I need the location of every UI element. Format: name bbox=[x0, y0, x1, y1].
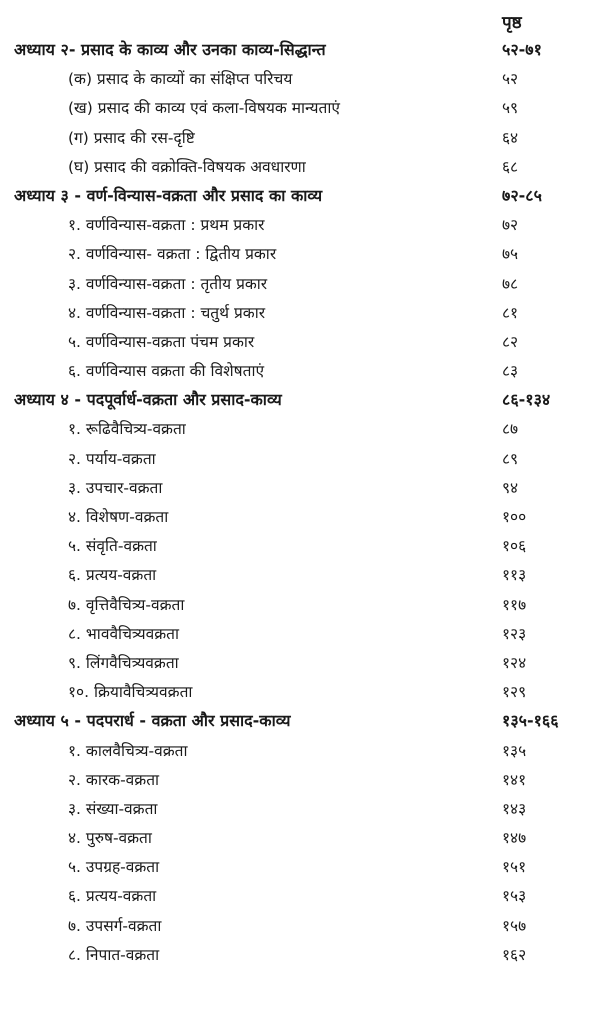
entry-page-number: १०० bbox=[502, 508, 527, 526]
toc-header bbox=[0, 4, 600, 38]
entry-page-number: १६२ bbox=[502, 945, 527, 964]
entry-page-number: ८३ bbox=[502, 362, 519, 381]
toc-entry-row bbox=[0, 413, 600, 442]
toc-entry-row bbox=[0, 764, 600, 793]
toc-entry-row bbox=[0, 939, 600, 968]
entry-title: ७. उपसर्ग-वक्रता bbox=[68, 916, 162, 935]
entry-title: ८. भाववैचित्र्यवक्रता bbox=[68, 624, 179, 643]
entry-page-number: १५३ bbox=[502, 887, 527, 906]
entry-page-number: ६४ bbox=[502, 128, 519, 147]
toc-entry-row bbox=[0, 530, 600, 559]
toc-entry-row bbox=[0, 822, 600, 851]
entry-title: ६. प्रत्यय-वक्रता bbox=[68, 887, 157, 906]
toc-entry-row bbox=[0, 297, 600, 326]
chapter-page-range: १३५-१६६ bbox=[502, 711, 559, 731]
toc-entry-row bbox=[0, 268, 600, 297]
entry-page-number: ११३ bbox=[502, 566, 527, 585]
entry-page-number: ८९ bbox=[502, 449, 519, 468]
entry-page-number: १४३ bbox=[502, 799, 527, 818]
entry-title: २. वर्णविन्यास- वक्रता : द्वितीय प्रकार bbox=[68, 245, 277, 264]
entry-title: ५. संवृति-वक्रता bbox=[68, 537, 157, 556]
chapter-title: अध्याय ४ - पदपूर्वार्ध-वक्रता और प्रसाद-काव्य bbox=[14, 390, 282, 410]
entry-page-number: ८२ bbox=[502, 332, 519, 351]
entry-title: १. वर्णविन्यास-वक्रता : प्रथम प्रकार bbox=[68, 216, 265, 235]
entry-page-number: १०६ bbox=[502, 537, 527, 556]
toc-entry-row bbox=[0, 618, 600, 647]
toc-entry-row bbox=[0, 238, 600, 267]
entry-page-number: ८१ bbox=[502, 303, 519, 322]
toc-entry-row bbox=[0, 122, 600, 151]
toc-entry-row bbox=[0, 326, 600, 355]
entry-page-number: ६८ bbox=[502, 157, 519, 176]
entry-page-number: ७८ bbox=[502, 274, 519, 293]
entry-title: ८. निपात-वक्रता bbox=[68, 945, 160, 964]
toc-entry-row bbox=[0, 880, 600, 909]
entry-title: ४. विशेषण-वक्रता bbox=[68, 508, 169, 526]
entry-page-number: १५१ bbox=[502, 858, 527, 877]
entry-title: (घ) प्रसाद की वक्रोक्ति-विषयक अवधारणा bbox=[68, 157, 306, 176]
toc-chapter-row bbox=[0, 180, 600, 209]
entry-title: ३. संख्या-वक्रता bbox=[68, 799, 158, 818]
entry-page-number: ५९ bbox=[502, 99, 519, 118]
entry-title: २. पर्याय-वक्रता bbox=[68, 449, 156, 468]
toc-chapter-row bbox=[0, 384, 600, 413]
entry-title: ४. पुरुष-वक्रता bbox=[68, 829, 152, 848]
toc-chapter-row bbox=[0, 34, 600, 63]
entry-title: (ग) प्रसाद की रस-दृष्टि bbox=[68, 128, 195, 147]
entry-title: ३. उपचार-वक्रता bbox=[68, 478, 163, 497]
entry-title: १०. क्रियावैचित्र्यवक्रता bbox=[68, 683, 193, 702]
entry-page-number: १३५ bbox=[502, 741, 527, 760]
entry-title: १. रूढिवैचित्र्य-वक्रता bbox=[68, 420, 186, 439]
entry-title: ७. वृत्तिवैचित्र्य-वक्रता bbox=[68, 595, 185, 614]
entry-page-number: ७२ bbox=[502, 216, 519, 235]
toc-entry-row bbox=[0, 92, 600, 121]
toc-entry-row bbox=[0, 443, 600, 472]
entry-title: ४. वर्णविन्यास-वक्रता : चतुर्थ प्रकार bbox=[68, 303, 266, 322]
chapter-title: अध्याय ५ - पदपरार्ध - वक्रता और प्रसाद-काव्य bbox=[14, 711, 291, 731]
entry-page-number: १४७ bbox=[502, 829, 527, 848]
toc-entry-row bbox=[0, 151, 600, 180]
entry-page-number: १५७ bbox=[502, 916, 527, 935]
chapter-page-range: ७२-८५ bbox=[502, 185, 542, 205]
entry-title: (क) प्रसाद के काव्यों का संक्षिप्त परिचय bbox=[68, 70, 293, 89]
entry-title: ३. वर्णविन्यास-वक्रता : तृतीय प्रकार bbox=[68, 274, 268, 293]
page-column-label: पृष्ठ bbox=[502, 13, 522, 33]
toc-entry-row bbox=[0, 647, 600, 676]
entry-page-number: १२९ bbox=[502, 683, 527, 702]
entry-page-number: ८७ bbox=[502, 420, 519, 439]
entry-title: (ख) प्रसाद की काव्य एवं कला-विषयक मान्यताएं bbox=[68, 99, 340, 118]
entry-page-number: ११७ bbox=[502, 595, 527, 614]
entry-page-number: ७५ bbox=[502, 245, 519, 264]
entry-page-number: ९४ bbox=[502, 478, 519, 497]
toc-entry-row bbox=[0, 209, 600, 238]
toc-entry-row bbox=[0, 910, 600, 939]
entry-title: १. कालवैचित्र्य-वक्रता bbox=[68, 741, 188, 760]
entry-title: २. कारक-वक्रता bbox=[68, 770, 160, 789]
toc-entry-row bbox=[0, 501, 600, 530]
entry-page-number: १२४ bbox=[502, 653, 527, 672]
chapter-page-range: ८६-१३४ bbox=[502, 390, 551, 410]
chapter-page-range: ५२-७१ bbox=[502, 40, 542, 59]
toc-entry-row bbox=[0, 851, 600, 880]
table-of-contents bbox=[0, 34, 600, 968]
entry-page-number: १४१ bbox=[502, 770, 527, 789]
chapter-title: अध्याय २- प्रसाद के काव्य और उनका काव्य-सिद्धान्त bbox=[14, 40, 326, 59]
toc-entry-row bbox=[0, 589, 600, 618]
toc-entry-row bbox=[0, 559, 600, 588]
toc-entry-row bbox=[0, 472, 600, 501]
chapter-title: अध्याय ३ - वर्ण-विन्यास-वक्रता और प्रसाद का काव्य bbox=[14, 185, 323, 205]
entry-page-number: १२३ bbox=[502, 624, 527, 643]
entry-title: ६. वर्णविन्यास वक्रता की विशेषताएं bbox=[68, 362, 265, 381]
entry-title: ६. प्रत्यय-वक्रता bbox=[68, 566, 157, 585]
entry-page-number: ५२ bbox=[502, 70, 519, 89]
entry-title: ५. वर्णविन्यास-वक्रता पंचम प्रकार bbox=[68, 332, 255, 351]
toc-entry-row bbox=[0, 676, 600, 705]
entry-title: ९. लिंगवैचित्र्यवक्रता bbox=[68, 653, 179, 672]
entry-title: ५. उपग्रह-वक्रता bbox=[68, 858, 160, 877]
toc-entry-row bbox=[0, 355, 600, 384]
toc-entry-row bbox=[0, 63, 600, 92]
toc-chapter-row bbox=[0, 705, 600, 734]
toc-entry-row bbox=[0, 735, 600, 764]
toc-entry-row bbox=[0, 793, 600, 822]
